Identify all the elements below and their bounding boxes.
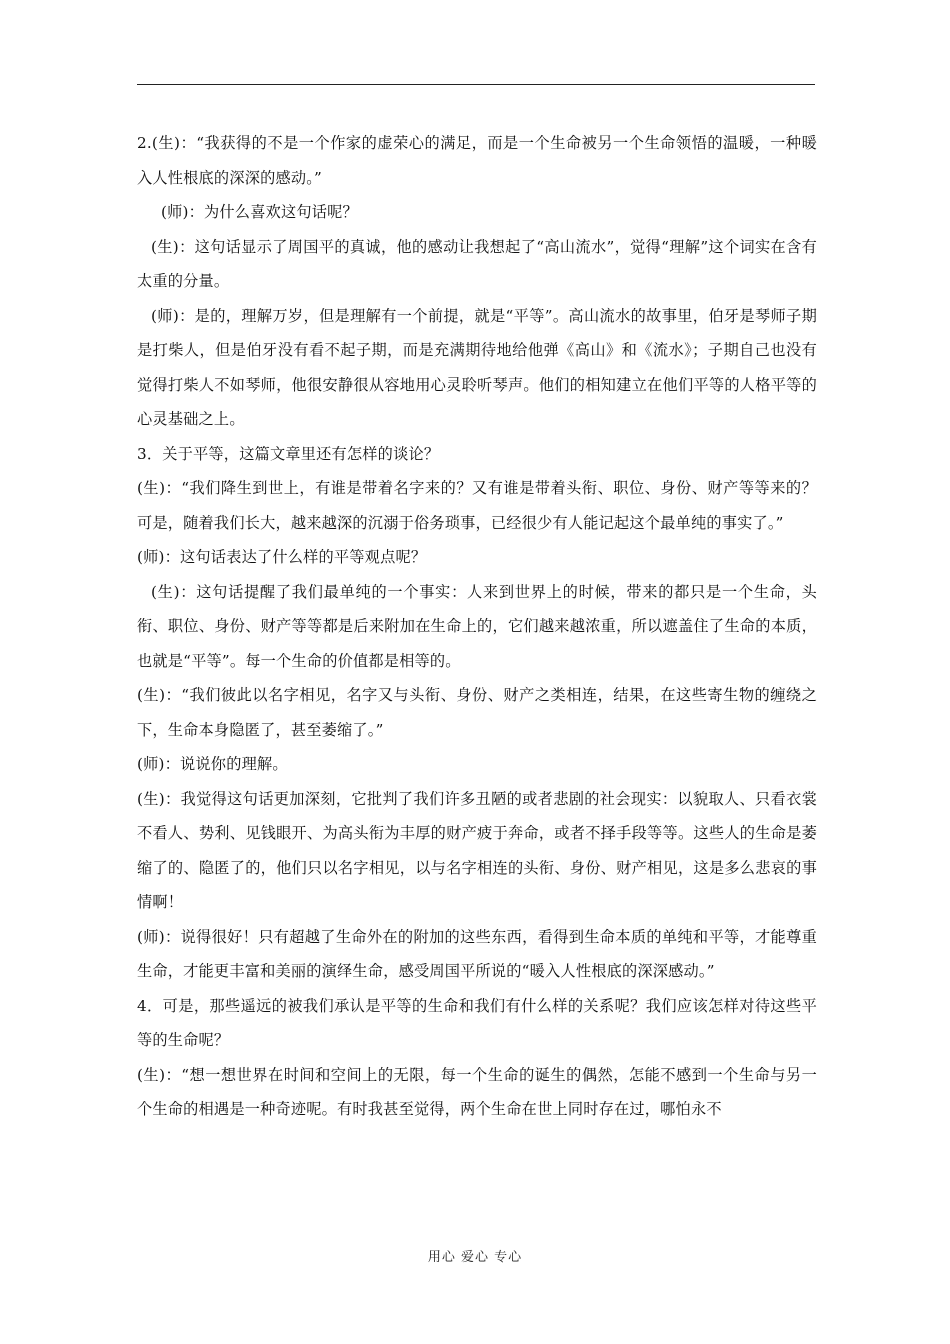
paragraph-teacher-reply-1: (师)：是的，理解万岁，但是理解有一个前提，就是“平等”。高山流水的故事里，伯牙是琴师子期是打柴人，但是伯牙没有看不起子期，而是充满期待地给他弹《高山》和《流水》；子期自己也没有觉得打柴人不如琴师，他很安静很从容地用心灵聆听琴声。他们的相知建立在他们平等的人格平等的心灵基础之上。	[137, 306, 817, 428]
paragraph-teacher-question-1: (师)：为什么喜欢这句话呢？	[161, 203, 358, 221]
page-footer: 用心 爱心 专心	[427, 1250, 523, 1265]
paragraph-q4: 4．可是，那些遥远的被我们承认是平等的生命和我们有什么样的关系呢？我们应该怎样对待这些平等的生命呢？	[137, 996, 817, 1049]
paragraph-teacher-reply-2: (师)：说得很好！只有超越了生命外在的附加的这些东西，看得到生命本质的单纯和平等，才能尊重生命，才能更丰富和美丽的演绎生命，感受周国平所说的“暖入人性根底的深深感动。”	[137, 927, 817, 980]
document-body	[137, 126, 817, 1127]
paragraph-teacher-question-2: (师)：这句话表达了什么样的平等观点呢？	[137, 548, 427, 566]
paragraph-student-answer-1: (生)：这句话显示了周国平的真诚，他的感动让我想起了“高山流水”，觉得“理解”这个词实在含有太重的分量。	[137, 237, 817, 290]
paragraph-student-answer-3: (生)：我觉得这句话更加深刻，它批判了我们许多丑陋的或者悲剧的社会现实：以貌取人、只看衣裳不看人、势利、见钱眼开、为高头衔为丰厚的财产疲于奔命，或者不择手段等等。这些人的生命是萎缩了的、隐匿了的，他们只以名字相见，以与名字相连的头衔、身份、财产相见，这是多么悲哀的事情啊！	[137, 789, 817, 911]
paragraph-q2-student-quote: 2.(生)：“我获得的不是一个作家的虚荣心的满足，而是一个生命被另一个生命领悟的温暖，一种暖入人性根底的深深的感动。”	[137, 134, 817, 187]
paragraph-student-quote-4: (生)：“想一想世界在时间和空间上的无限，每一个生命的诞生的偶然，怎能不感到一个生命与另一个生命的相遇是一种奇迹呢。有时我甚至觉得，两个生命在世上同时存在过，哪怕永不	[137, 1065, 817, 1118]
paragraph-q3: 3．关于平等，这篇文章里还有怎样的谈论？	[137, 444, 440, 463]
header-rule	[137, 84, 815, 85]
paragraph-teacher-question-3: (师)：说说你的理解。	[137, 755, 288, 773]
paragraph-student-answer-2: (生)：这句话提醒了我们最单纯的一个事实：人来到世界上的时候，带来的都只是一个生命，头衔、职位、身份、财产等等都是后来附加在生命上的，它们越来越浓重，所以遮盖住了生命的本质，也就是“平等”。每一个生命的价值都是相等的。	[137, 582, 817, 670]
paragraph-student-quote-2: (生)：“我们降生到世上，有谁是带着名字来的？又有谁是带着头衔、职位、身份、财产等等来的？可是，随着我们长大，越来越深的沉溺于俗务琐事，已经很少有人能记起这个最单纯的事实了。”	[137, 479, 817, 532]
paragraph-student-quote-3: (生)：“我们彼此以名字相见，名字又与头衔、身份、财产之类相连，结果，在这些寄生物的缠绕之下，生命本身隐匿了，甚至萎缩了。”	[137, 686, 817, 739]
